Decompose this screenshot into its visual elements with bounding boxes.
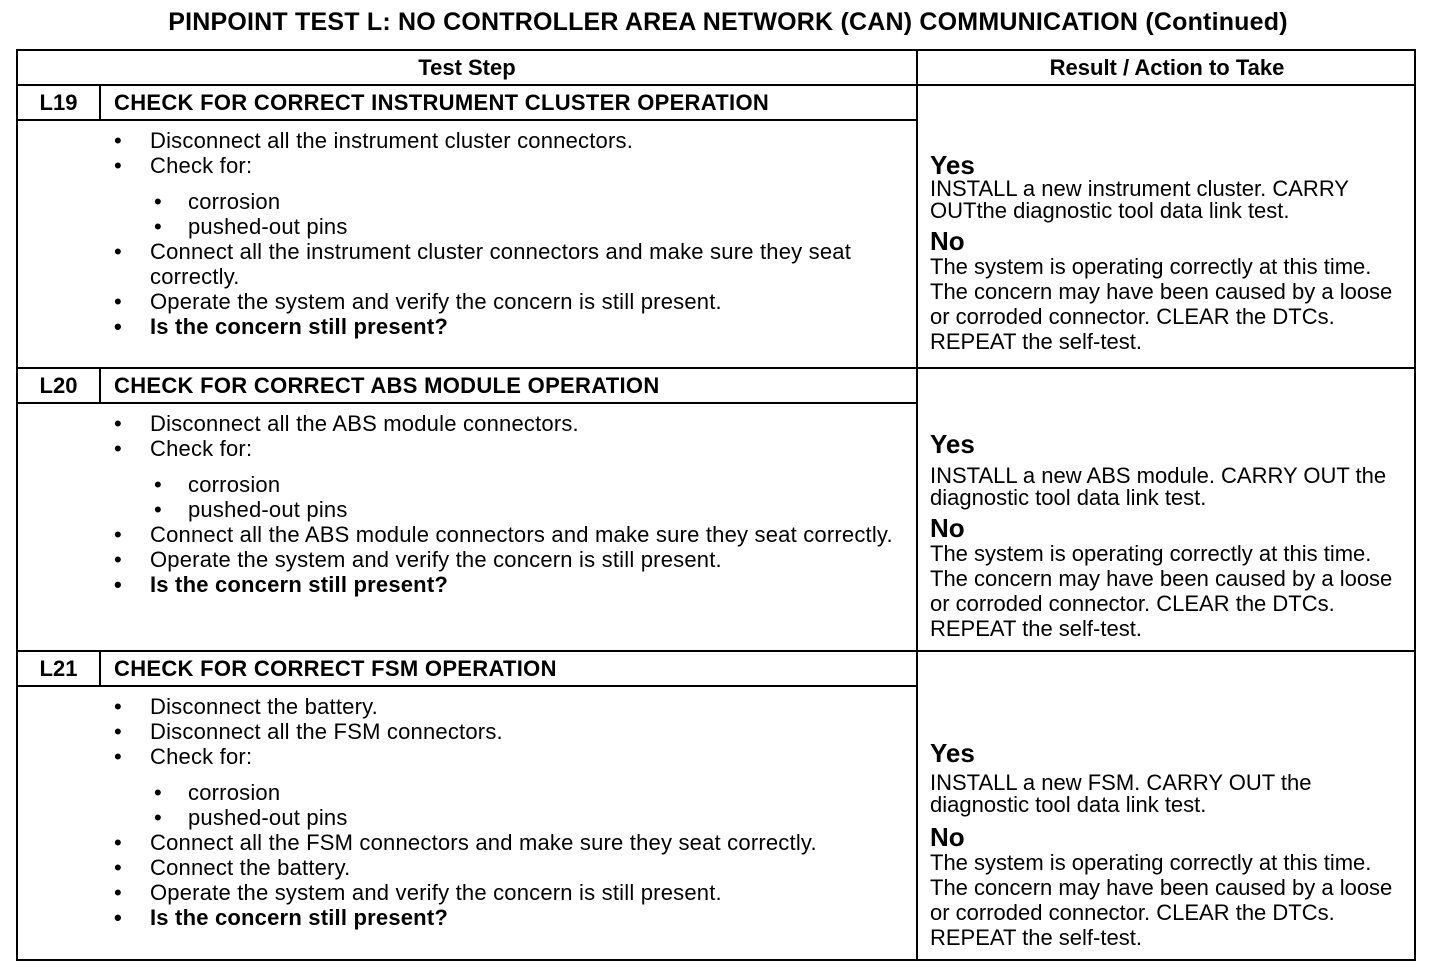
step-title: CHECK FOR CORRECT FSM OPERATION bbox=[114, 656, 557, 681]
instruction-item: • Connect all the ABS module connectors and make sure they seat correctly. bbox=[114, 522, 894, 547]
step-header bbox=[18, 86, 916, 121]
result-yes-label: Yes bbox=[930, 429, 975, 459]
step-instructions bbox=[114, 411, 894, 597]
page-title: PINPOINT TEST L: NO CONTROLLER AREA NETWORK (CAN) COMMUNICATION (Continued) bbox=[168, 8, 1288, 36]
step-title: CHECK FOR CORRECT ABS MODULE OPERATION bbox=[114, 373, 660, 398]
result-no-text: The system is operating correctly at this time. The concern may have been caused by a loose or corroded connector. CLEAR the DTCs. REPEAT the self-test. bbox=[930, 254, 1393, 354]
test-step-cell bbox=[18, 86, 918, 367]
step-instructions bbox=[114, 694, 894, 930]
instruction-item: • Check for: bbox=[114, 153, 894, 178]
instruction-subitem: • corrosion bbox=[114, 189, 894, 214]
result-cell bbox=[918, 86, 1416, 367]
instruction-item: • Disconnect all the ABS module connectors. bbox=[114, 411, 894, 436]
test-step-row-l20 bbox=[18, 369, 1416, 652]
instruction-question: • Is the concern still present? bbox=[114, 314, 894, 339]
result-no-label: No bbox=[930, 513, 965, 543]
col-header-test-step: Test Step bbox=[18, 51, 918, 86]
instruction-item: • Operate the system and verify the concern is still present. bbox=[114, 289, 894, 314]
instruction-question: • Is the concern still present? bbox=[114, 905, 894, 930]
result-block bbox=[930, 740, 1410, 950]
result-yes-label: Yes bbox=[930, 738, 975, 768]
result-no-label: No bbox=[930, 822, 965, 852]
instruction-item: • Disconnect all the instrument cluster connectors. bbox=[114, 128, 894, 153]
instruction-item: • Connect all the FSM connectors and make sure they seat correctly. bbox=[114, 830, 894, 855]
result-block bbox=[930, 431, 1410, 641]
instruction-item: • Operate the system and verify the concern is still present. bbox=[114, 547, 894, 572]
col-header-result-action: Result / Action to Take bbox=[918, 51, 1416, 86]
result-no-label: No bbox=[930, 226, 965, 256]
step-header bbox=[18, 652, 916, 687]
instruction-subitem: • corrosion bbox=[114, 472, 894, 497]
instruction-subitem: • pushed-out pins bbox=[114, 214, 894, 239]
instruction-question: • Is the concern still present? bbox=[114, 572, 894, 597]
test-step-cell bbox=[18, 652, 918, 961]
result-no-text: The system is operating correctly at this time. The concern may have been caused by a loose or corroded connector. CLEAR the DTCs. REPEAT the self-test. bbox=[930, 850, 1393, 950]
instruction-item: • Connect the battery. bbox=[114, 855, 894, 880]
test-step-row-l19 bbox=[18, 86, 1416, 369]
instruction-item: • Disconnect all the FSM connectors. bbox=[114, 719, 894, 744]
result-cell bbox=[918, 652, 1416, 961]
result-no-text: The system is operating correctly at this time. The concern may have been caused by a loose or corroded connector. CLEAR the DTCs. REPEAT the self-test. bbox=[930, 541, 1393, 641]
step-title: CHECK FOR CORRECT INSTRUMENT CLUSTER OPERATION bbox=[114, 90, 770, 115]
result-yes-label: Yes bbox=[930, 150, 975, 180]
instruction-subitem: • corrosion bbox=[114, 780, 894, 805]
instruction-item: • Operate the system and verify the concern is still present. bbox=[114, 880, 894, 905]
instruction-subitem: • pushed-out pins bbox=[114, 805, 894, 830]
step-instructions bbox=[114, 128, 894, 339]
instruction-item: • Check for: bbox=[114, 744, 894, 769]
pinpoint-test-table bbox=[16, 49, 1416, 961]
result-yes-text: INSTALL a new FSM. CARRY OUT the diagnostic tool data link test. bbox=[930, 770, 1312, 817]
test-step-row-l21 bbox=[18, 652, 1416, 961]
step-number: L19 bbox=[18, 86, 101, 119]
instruction-subitem: • pushed-out pins bbox=[114, 497, 894, 522]
result-block bbox=[930, 152, 1410, 354]
result-cell bbox=[918, 369, 1416, 650]
instruction-item: • Check for: bbox=[114, 436, 894, 461]
step-number: L21 bbox=[18, 652, 101, 685]
result-yes-text: INSTALL a new instrument cluster. CARRY OUTthe diagnostic tool data link test. bbox=[930, 176, 1349, 223]
step-number: L20 bbox=[18, 369, 101, 402]
instruction-item: • Connect all the instrument cluster connectors and make sure they seat correctly. bbox=[114, 239, 894, 289]
step-header bbox=[18, 369, 916, 404]
instruction-item: • Disconnect the battery. bbox=[114, 694, 894, 719]
result-yes-text: INSTALL a new ABS module. CARRY OUT the diagnostic tool data link test. bbox=[930, 463, 1387, 510]
test-step-cell bbox=[18, 369, 918, 650]
